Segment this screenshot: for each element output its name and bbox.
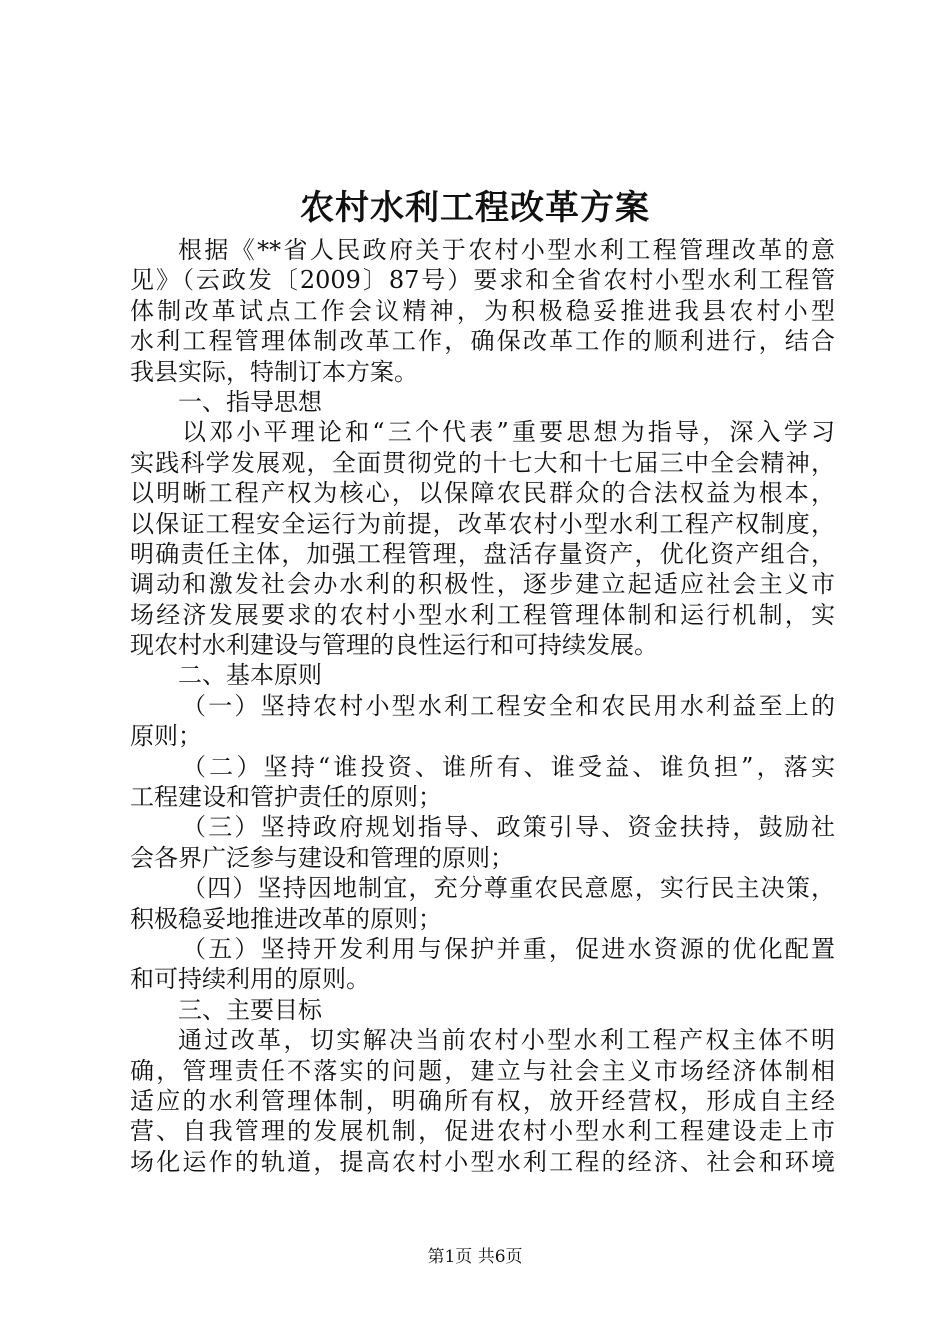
- text-line: 现农村水利建设与管理的良性运行和可持续发展。: [130, 631, 658, 660]
- page-footer: 第1页 共6页: [427, 1247, 523, 1267]
- text-line: 场经济发展要求的农村小型水利工程管理体制和运行机制，实: [130, 600, 835, 629]
- text-line: 二、基本原则: [178, 661, 322, 690]
- text-line: 积极稳妥地推进改革的原则；: [130, 904, 442, 933]
- text-line: （二）坚持“谁投资、谁所有、谁受益、谁负担”，落实: [182, 752, 835, 781]
- text-line: 一、指导思想: [178, 387, 322, 416]
- text-line: 调动和激发社会办水利的积极性，逐步建立起适应社会主义市: [130, 570, 835, 599]
- text-line: 场化运作的轨道，提高农村小型水利工程的经济、社会和环境: [130, 1147, 835, 1176]
- text-line: 通过改革，切实解决当前农村小型水利工程产权主体不明: [178, 1026, 835, 1055]
- text-line: 以邓小平理论和“三个代表”重要思想为指导，深入学习: [182, 418, 835, 447]
- text-line: 以保证工程安全运行为前提，改革农村小型水利工程产权制度，: [130, 509, 835, 538]
- text-line: 会各界广泛参与建设和管理的原则；: [130, 843, 514, 872]
- text-line: 三、主要目标: [178, 995, 322, 1024]
- document-title: 农村水利工程改革方案: [300, 188, 650, 228]
- text-line: 适应的水利管理体制，明确所有权，放开经营权，形成自主经: [130, 1086, 835, 1115]
- text-line: 水利工程管理体制改革工作，确保改革工作的顺利进行，结合: [130, 327, 835, 356]
- text-line: 见》（云政发〔2009〕87号）要求和全省农村小型水利工程管: [130, 266, 835, 295]
- text-line: 我县实际，特制订本方案。: [130, 357, 418, 386]
- text-line: 营、自我管理的发展机制，促进农村小型水利工程建设走上市: [130, 1117, 835, 1146]
- text-line: （四）坚持因地制宜，充分尊重农民意愿，实行民主决策，: [182, 874, 835, 903]
- text-line: 和可持续利用的原则。: [130, 965, 370, 994]
- text-line: 实践科学发展观，全面贯彻党的十七大和十七届三中全会精神，: [130, 448, 835, 477]
- text-line: 以明晰工程产权为核心，以保障农民群众的合法权益为根本，: [130, 479, 835, 508]
- text-line: 工程建设和管护责任的原则；: [130, 783, 442, 812]
- text-line: （三）坚持政府规划指导、政策引导、资金扶持，鼓励社: [182, 813, 835, 842]
- document-body: [130, 235, 835, 1177]
- text-line: 明确责任主体，加强工程管理，盘活存量资产，优化资产组合，: [130, 539, 835, 568]
- text-line: 确，管理责任不落实的问题，建立与社会主义市场经济体制相: [130, 1056, 835, 1085]
- text-line: 体制改革试点工作会议精神，为积极稳妥推进我县农村小型: [130, 296, 835, 325]
- text-line: 原则；: [130, 722, 202, 751]
- text-line: （一）坚持农村小型水利工程安全和农民用水利益至上的: [182, 691, 835, 720]
- text-line: 根据《**省人民政府关于农村小型水利工程管理改革的意: [178, 236, 835, 264]
- text-line: （五）坚持开发利用与保护并重，促进水资源的优化配置: [182, 934, 835, 963]
